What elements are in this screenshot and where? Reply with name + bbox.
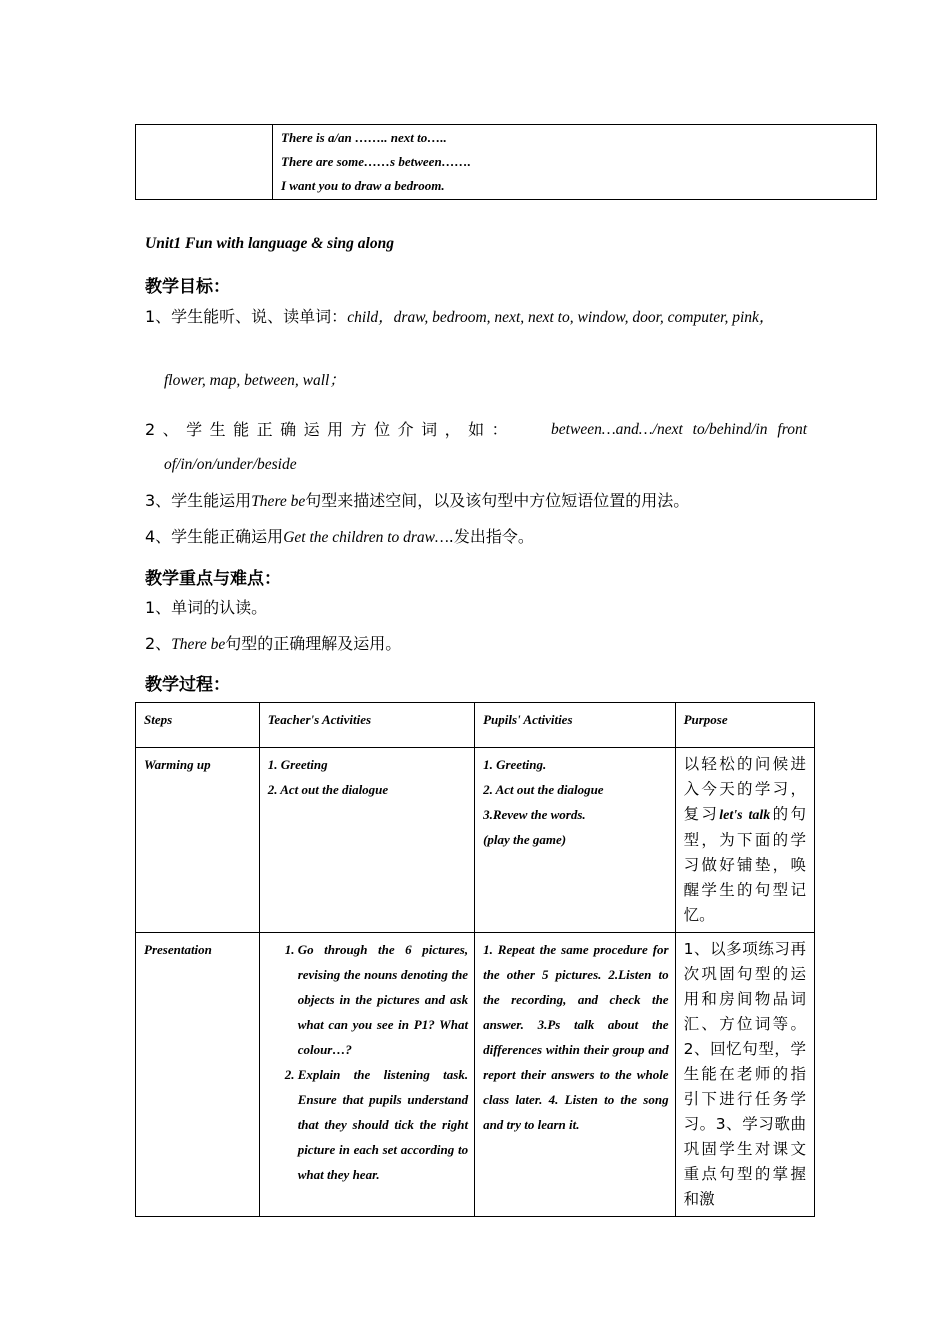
process-table [135,702,815,1217]
header-teacher: Teacher's Activities [259,703,474,748]
process-heading: 教学过程： [145,675,230,695]
presentation-teacher [259,933,474,1217]
warming-pupils-4: (play the game) [483,832,567,847]
objective-3-text-a: 3、学生能运用 [145,491,252,510]
presentation-teacher-1: 1. Go through the 6 pictures, revising the nouns denoting the objects in the pictures and ask what can you see in P1? What colour…? [298,937,468,1062]
objective-4-text-b: .发出指令。 [448,527,534,546]
warming-pupils-3: 3.Revew the words. [483,807,586,822]
warming-step: Warming up [136,748,260,933]
warming-pupils [475,748,676,933]
key-points-heading: 教学重点与难点： [145,569,281,589]
objective-4 [145,526,534,549]
warming-row [136,748,815,933]
top-table-line-1: There is a/an …….. next to….. [281,130,447,145]
warming-purpose-en: let's talk [719,808,771,823]
unit-title: Unit1 Fun with language & sing along [145,235,394,252]
presentation-pupils: 1. Repeat the same procedure for the other 5 pictures. 2.Listen to the recording, and check the answer. 3.Ps talk about the differences within their group and report their answers to the whole class later. 4. Listen to the song and try to learn it. [475,933,676,1217]
top-table [135,124,877,200]
header-steps: Steps [136,703,260,748]
objective-3 [145,490,689,513]
key-point-1: 1、单词的认读。 [145,598,268,617]
key-point-2-text-a: 2、 [145,634,172,653]
objective-1 [145,306,774,329]
warming-teacher-1: 1. Greeting [267,757,328,772]
objective-1-words: child，draw, bedroom, next, next to, window, door, computer, pink， [347,309,775,326]
top-table-content-cell [273,125,877,200]
key-point-2-text-b: 句型的正确理解及运用。 [225,634,402,653]
top-table-line-2: There are some……s between……. [281,154,471,169]
presentation-teacher-2: 2. Explain the listening task. Ensure that pupils understand that they should tick the right picture in each set according to what they hear. [298,1062,468,1187]
presentation-teacher-list [268,937,468,1187]
objective-2 [145,419,807,441]
top-table-empty-cell [136,125,273,200]
presentation-row [136,933,815,1217]
warming-purpose-a: 以轻松的问候进入今天的学习，复习 [683,755,806,823]
objective-1-words-cont: flower, map, between, wall； [164,372,345,389]
process-table-header-row [136,703,815,748]
key-point-2 [145,633,401,656]
objective-3-en: There be [251,493,306,510]
presentation-purpose: 1、以多项练习再次巩固句型的运用和房间物品词汇、方位词等。2、回忆句型，学生能在老师的指引下进行任务学习。3、学习歌曲巩固学生对课文重点句型的掌握和激 [675,933,814,1217]
objective-2-words-cont: of/in/on/under/beside [164,456,297,473]
key-point-2-en: There be [171,636,226,653]
warming-pupils-1: 1. Greeting. [483,757,547,772]
objective-4-en: Get the children to draw… [283,529,449,546]
objectives-heading: 教学目标： [145,277,230,297]
objective-1-prefix: 1、学生能听、说、读单词： [145,307,348,326]
warming-purpose-b: 的句型，为下面的学习做好铺垫，唤醒学生的句型记忆。 [683,805,806,924]
presentation-step: Presentation [136,933,260,1217]
warming-pupils-2: 2. Act out the dialogue [483,782,604,797]
objective-4-text-a: 4、学生能正确运用 [145,527,284,546]
objective-2-prefix: 2、学生能正确运用方位介词，如： [145,420,516,439]
warming-teacher [259,748,474,933]
top-table-line-3: I want you to draw a bedroom. [281,178,445,193]
objective-3-text-b: 句型来描述空间，以及该句型中方位短语位置的用法。 [305,491,690,510]
header-purpose: Purpose [675,703,814,748]
warming-teacher-2: 2. Act out the dialogue [267,782,389,797]
warming-purpose [675,748,814,933]
objective-2-words: between…and…/next to/behind/in front [551,421,807,438]
header-pupils: Pupils' Activities [475,703,676,748]
